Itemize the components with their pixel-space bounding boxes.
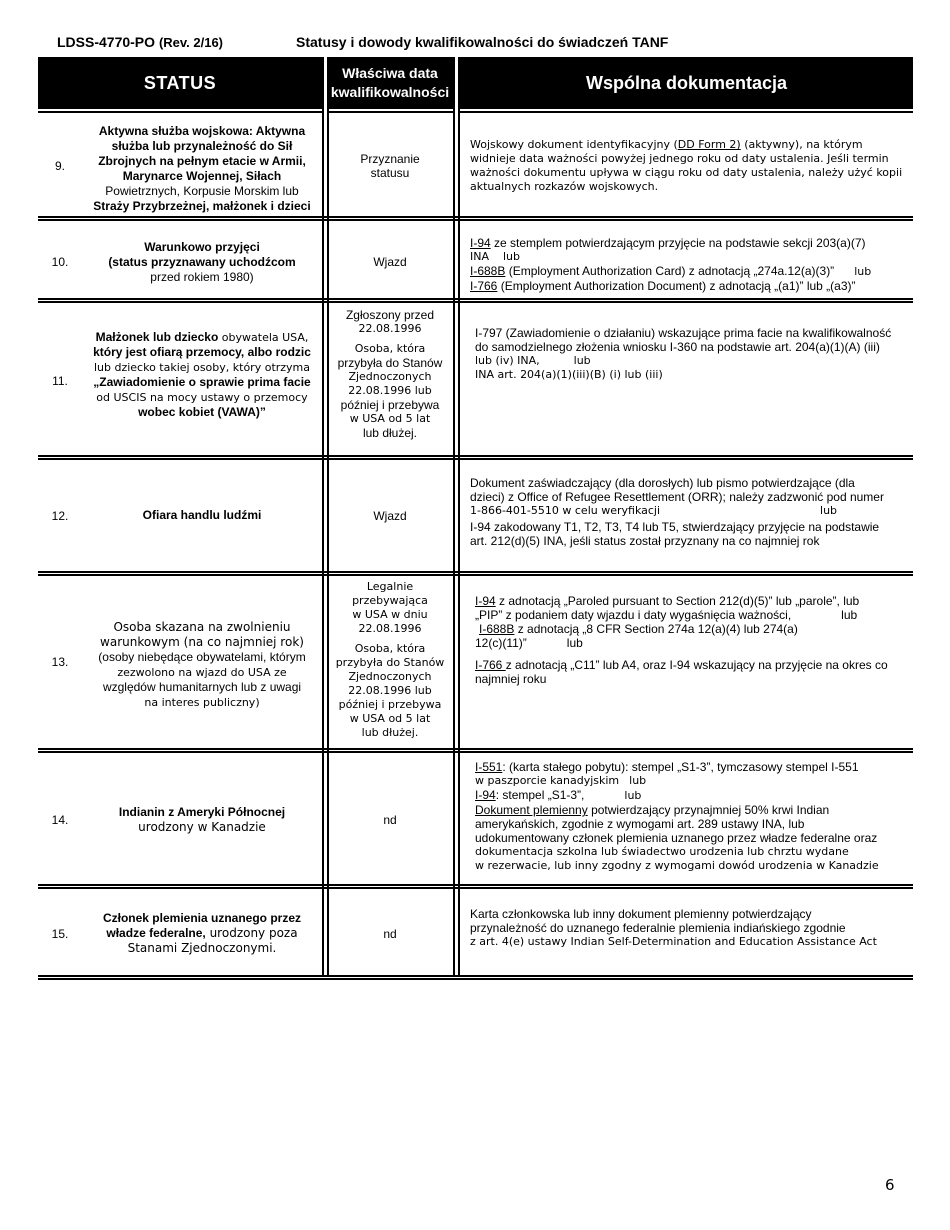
row-eligibility: nd <box>383 927 397 941</box>
doc-text: przynależność do uznanego federalnie plemienia indiańskiego zgodnie <box>470 921 846 935</box>
row-status-bold: „Zawiadomienie o sprawie prima facie <box>93 375 311 389</box>
doc-text: 12(c)(11)” <box>475 636 527 650</box>
row-number: 15. <box>51 927 69 941</box>
row-number: 11. <box>52 374 68 388</box>
row-eligibility: Wjazd <box>373 255 407 269</box>
row-status-bold: Małżonek lub dziecko <box>95 330 219 344</box>
header-underline-docs <box>460 111 913 113</box>
row-status <box>82 620 322 710</box>
row-number: 12. <box>51 509 69 523</box>
doc-text: (aktywny), na którym widnieje data ważności powyżej jednego roku od daty ustalenia. Jeśli termin ważności dokumentu upływa w ciągu roku od daty ustalenia, należy użyć kopii aktualnych rozkazów wojskowych. <box>470 138 903 193</box>
doc-form-link: Dokument plemienny <box>475 803 588 817</box>
doc-form-link: I-551 <box>475 760 503 774</box>
doc-text: lub (iv) INA, <box>475 354 540 367</box>
eligibility-line: Osoba, która <box>354 642 426 655</box>
doc-form-link: I-688B <box>470 264 506 278</box>
row-status-text: lub dziecko takiej osoby, który otrzyma <box>93 361 311 374</box>
doc-text: I-94 zakodowany T1, T2, T3, T4 lub T5, stwierdzający przyjęcie na podstawie <box>470 520 880 534</box>
row-status-text: warunkowym (na co najmniej rok) <box>100 635 304 649</box>
column-divider <box>458 57 460 975</box>
doc-form-link: I-766 <box>470 279 498 293</box>
row-documentation <box>470 476 910 548</box>
row-number: 10. <box>51 255 69 269</box>
header-underline-eligibility <box>327 111 453 113</box>
doc-text: lub <box>820 504 838 517</box>
doc-text: dzieci) z Office of Refugee Resettlement (ORR); należy zadzwonić pod numer <box>470 490 884 504</box>
row-status-bold: Członek plemienia uznanego przez <box>102 911 302 925</box>
doc-text: art. 212(d)(5) INA, jeśli status został przyznany na co najmniej rok <box>470 534 820 548</box>
row-number: 13. <box>51 655 69 669</box>
eligibility-line: 22.08.1996 lub <box>348 684 432 697</box>
eligibility-line: lub dłużej. <box>361 726 419 739</box>
row-status-bold: wobec kobiet (VAWA)” <box>138 405 266 419</box>
row-status <box>82 805 322 835</box>
doc-text: 1-866-401-5510 w celu weryfikacji <box>470 504 661 517</box>
doc-text: (Employment Authorization Document) z adnotacją „(a1)” lub „(a3)” <box>497 279 856 293</box>
doc-text: do samodzielnego złożenia wniosku I-360 na podstawie art. 204(a)(1)(A) (iii) <box>475 340 880 354</box>
doc-text: INA art. 204(a)(1)(iii)(B) (i) lub (iii) <box>475 368 663 381</box>
doc-form-link: I-94 <box>475 594 496 608</box>
doc-form-link: I-688B <box>479 622 515 636</box>
eligibility-line: lub dłużej. <box>362 426 418 440</box>
doc-form-link: I-766 <box>475 658 506 672</box>
doc-text: ze stemplem potwierdzającym przyjęcie na podstawie sekcji 203(a)(7) <box>490 236 866 250</box>
doc-text: Karta członkowska lub inny dokument plemienny potwierdzający <box>470 907 812 921</box>
eligibility-line: Zjednoczonych <box>348 670 432 683</box>
row-documentation <box>470 907 910 949</box>
doc-form-link: DD Form 2) <box>677 138 741 151</box>
doc-text: lub <box>573 354 591 367</box>
row-eligibility: nd <box>383 813 397 827</box>
row-status-text: względów humanitarnych lub z uwagi <box>102 680 302 694</box>
doc-text: dokumentacja szkolna lub świadectwo urodzenia lub chrztu wydane <box>475 845 849 858</box>
row-eligibility <box>327 152 453 180</box>
eligibility-line: w USA od 5 lat <box>349 412 431 425</box>
row-number: 9. <box>54 159 65 173</box>
row-status-bold: Warunkowo przyjęci <box>144 240 260 254</box>
doc-text: : (karta stałego pobytu): stempel „S1-3”, tymczasowy stempel I-551 <box>502 760 859 774</box>
column-divider <box>453 57 455 975</box>
row-status-text: na interes publiczny) <box>144 696 260 709</box>
row-status-bold: (status przyznawany uchodźcom <box>108 255 296 269</box>
table-bottom-border <box>38 975 913 980</box>
column-header-eligibility-line2: kwalifikowalności <box>330 84 450 100</box>
row-documentation <box>475 760 915 873</box>
doc-text: w paszporcie kanadyjskim <box>475 774 620 787</box>
row-status-text: (osoby niebędące obywatelami, którym <box>98 650 306 664</box>
page-title: Statusy i dowody kwalifikowalności do świadczeń TANF <box>296 34 669 50</box>
row-status-bold: Indianin z Ameryki Północnej <box>118 805 286 819</box>
doc-text: „PIP” z podaniem daty wjazdu i daty wygaśnięcia ważności, <box>475 608 792 622</box>
row-eligibility: Wjazd <box>373 509 407 523</box>
doc-text: z art. 4(e) ustawy Indian Self-Determination and Education Assistance Act <box>470 935 877 948</box>
doc-text: I-797 (Zawiadomienie o działaniu) wskazujące prima facie na kwalifikowalność <box>475 326 892 340</box>
eligibility-line: w USA w dniu <box>352 608 428 621</box>
row-documentation <box>470 138 910 194</box>
row-status-text: urodzony poza <box>205 926 298 940</box>
header-underline-status <box>38 111 322 113</box>
doc-form-link: I-94 <box>470 236 491 250</box>
form-id <box>57 34 223 50</box>
doc-text: INA <box>470 250 489 263</box>
doc-text: z adnotacją „Paroled pursuant to Section 212(d)(5)” lub „parole”, lub <box>495 594 860 608</box>
doc-text: z adnotacją „8 CFR Section 274a 12(a)(4) lub 274(a) <box>514 622 798 636</box>
row-separator <box>38 455 913 460</box>
column-header-eligibility-line1: Właściwa data <box>342 65 438 81</box>
eligibility-line: 22.08.1996 <box>358 322 422 335</box>
column-header-status: STATUS <box>38 57 322 109</box>
doc-text: (Employment Authorization Card) z adnotacją „274a.12(a)(3)” <box>505 264 835 278</box>
eligibility-line: przybyła do Stanów <box>335 656 445 669</box>
column-header-documentation: Wspólna dokumentacja <box>460 57 913 109</box>
doc-text: w rezerwacie, lub inny zgodny z wymogami dowód urodzenia w Kanadzie <box>475 859 879 872</box>
doc-text: lub <box>629 774 647 787</box>
doc-text: udokumentowany członek plemienia uznanego przez władze federalne oraz <box>475 831 878 845</box>
eligibility-line: przebywająca <box>352 594 428 607</box>
row-separator <box>38 748 913 753</box>
row-eligibility <box>327 580 453 740</box>
row-status <box>82 124 322 214</box>
row-separator <box>38 571 913 576</box>
row-status-bold: który jest ofiarą przemocy, albo rodzic <box>93 345 311 359</box>
row-eligibility <box>327 308 453 440</box>
row-status-bold: Aktywna służba wojskowa: Aktywna służba lub przynależność do Sił Zbrojnych na pełnym etacie w Armii, Marynarce Wojennej, Siłach <box>98 124 306 183</box>
column-header-eligibility <box>327 57 453 109</box>
eligibility-line: przybyła do Stanów <box>337 356 443 370</box>
eligibility-line: później i przebywa <box>340 398 440 412</box>
column-divider <box>322 57 324 975</box>
row-status-text: obywatela USA, <box>218 331 309 344</box>
row-status-text: Osoba skazana na zwolnieniu <box>113 620 291 634</box>
doc-text: potwierdzający przynajmniej 50% krwi Indian <box>587 803 830 817</box>
row-documentation <box>470 236 910 293</box>
doc-text: : stempel „S1-3”, <box>495 788 585 802</box>
eligibility-line: później i przebywa <box>338 698 442 711</box>
row-status-bold: Straży Przybrzeżnej, małżonek i dzieci <box>93 199 311 213</box>
doc-text: lub <box>841 608 858 622</box>
row-status <box>82 240 322 285</box>
row-status-text: Powietrznych, Korpusie Morskim lub <box>105 184 299 198</box>
doc-text: lub <box>624 789 642 802</box>
row-separator <box>38 884 913 889</box>
row-status-bold: władze federalne, <box>106 926 206 940</box>
eligibility-line: statusu <box>370 166 410 180</box>
eligibility-line: Osoba, która <box>354 342 426 355</box>
row-status-text: zezwolono na wjazd do USA ze <box>117 666 287 679</box>
row-status: Ofiara handlu ludźmi <box>142 508 262 522</box>
doc-form-link: I-94 <box>475 788 496 802</box>
row-separator <box>38 298 913 303</box>
doc-text: Dokument zaświadczający (dla dorosłych) lub pismo potwierdzające (dla <box>470 476 855 490</box>
doc-text: Wojskowy dokument identyfikacyjny ( <box>470 138 678 151</box>
row-documentation <box>475 326 915 382</box>
row-separator <box>38 216 913 221</box>
row-status-text: Stanami Zjednoczonymi. <box>127 941 277 955</box>
row-status <box>82 911 322 956</box>
doc-text: lub <box>503 250 521 263</box>
eligibility-line: Zgłoszony przed <box>345 308 435 322</box>
doc-text: z adnotacją „C11” lub A4, oraz I-94 wskazujący na przyjęcie na okres co <box>505 658 888 672</box>
doc-text: najmniej roku <box>475 672 547 686</box>
eligibility-line: Przyznanie <box>360 152 420 166</box>
row-status-text: przed rokiem 1980) <box>150 270 254 284</box>
eligibility-line: 22.08.1996 lub <box>348 384 432 397</box>
row-status <box>82 330 322 420</box>
eligibility-line: w USA od 5 lat <box>349 712 431 725</box>
row-documentation <box>475 594 915 686</box>
doc-text: amerykańskich, zgodnie z wymogami art. 289 ustawy INA, lub <box>475 817 805 831</box>
row-status-text: urodzony w Kanadzie <box>138 820 266 834</box>
eligibility-line: Zjednoczonych <box>348 370 432 383</box>
form-id-code: LDSS-4770-PO <box>57 34 156 50</box>
doc-text: lub <box>854 265 872 278</box>
row-status-text: od USCIS na mocy ustawy o przemocy <box>96 391 308 404</box>
eligibility-line: 22.08.1996 <box>358 622 422 635</box>
eligibility-line: Legalnie <box>366 580 414 593</box>
form-revision: (Rev. 2/16) <box>158 35 224 50</box>
row-number: 14. <box>51 813 69 827</box>
page-number: 6 <box>885 1176 895 1194</box>
doc-text: lub <box>566 636 583 650</box>
